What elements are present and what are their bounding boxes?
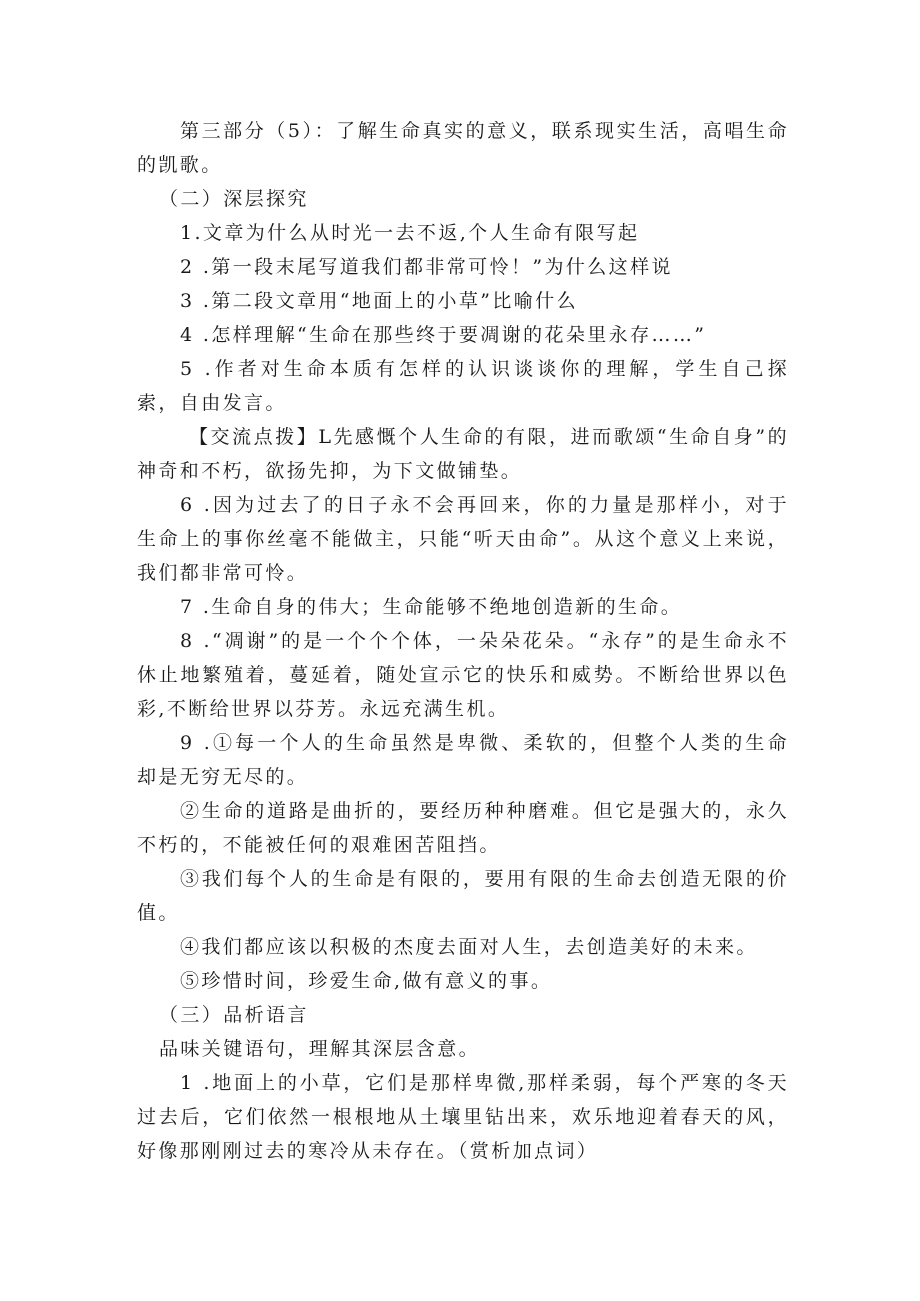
- answer-9-point-4: ④我们都应该以积极的杰度去面对人生，去创造美好的未来。: [180, 936, 758, 958]
- answer-9-point-1: 9 .①每一个人的生命虽然是卑微、柔软的，但整个人类的生命却是无穷无尽的。: [137, 732, 789, 788]
- question-4: 4 .怎样理解“生命在那些终于要凋谢的花朵里永存……”: [180, 324, 707, 346]
- section-heading-deep-exploration: （二）深层探究: [159, 188, 309, 210]
- question-2: 2 .第一段末尾写道我们都非常可怜！”为什么这样说: [180, 256, 673, 278]
- answer-7: 7 .生命自身的伟大；生命能够不绝地创造新的生命。: [180, 596, 683, 618]
- paragraph-part3-summary: 第三部分（5）：了解生命真实的意义，联系现实生活，高唱生命的凯歌。: [137, 120, 789, 176]
- answer-9-point-5: ⑤珍惜时间，珍爱生命,做有意义的事。: [180, 970, 553, 992]
- question-1: 1.文章为什么从时光一去不返,个人生命有限写起: [180, 222, 640, 244]
- question-5: 5 .作者对生命本质有怎样的认识谈谈你的理解，学生自己探索，自由发言。: [137, 358, 789, 414]
- answer-9-point-2: ②生命的道路是曲折的，要经历种种磨难。但它是强大的，永久不朽的，不能被任何的艰难困苦阻挡。: [137, 800, 789, 856]
- section-intro: 品味关键语句，理解其深层含意。: [159, 1038, 481, 1060]
- question-3: 3 .第二段文章用“地面上的小草”比喻什么: [180, 290, 578, 312]
- discussion-tip: 【交流点拨】L先感慨个人生命的有限，进而歌颂“生命自身”的神奇和不朽，欲扬先抑，为下文做铺垫。: [137, 426, 789, 482]
- sentence-analysis-1: 1 .地面上的小草，它们是那样卑微,那样柔弱，每个严寒的冬天过去后，它们依然一根根地从土壤里钻出来，欢乐地迎着春天的风，好像那刚刚过去的寒冷从未存在。（赏析加点词）: [137, 1072, 789, 1162]
- section-heading-language-analysis: （三）品析语言: [159, 1004, 309, 1026]
- document-page: [137, 114, 789, 1168]
- answer-8: 8 .“凋谢”的是一个个个体，一朵朵花朵。“永存”的是生命永不休止地繁殖着，蔓延着，随处宣示它的快乐和威势。不断给世界以色彩,不断给世界以芬芳。永远充满生机。: [137, 630, 789, 720]
- answer-6: 6 .因为过去了的日子永不会再回来，你的力量是那样小，对于生命上的事你丝毫不能做主，只能“听天由命”。从这个意义上来说，我们都非常可怜。: [137, 494, 789, 584]
- answer-9-point-3: ③我们每个人的生命是有限的，要用有限的生命去创造无限的价值。: [137, 868, 789, 924]
